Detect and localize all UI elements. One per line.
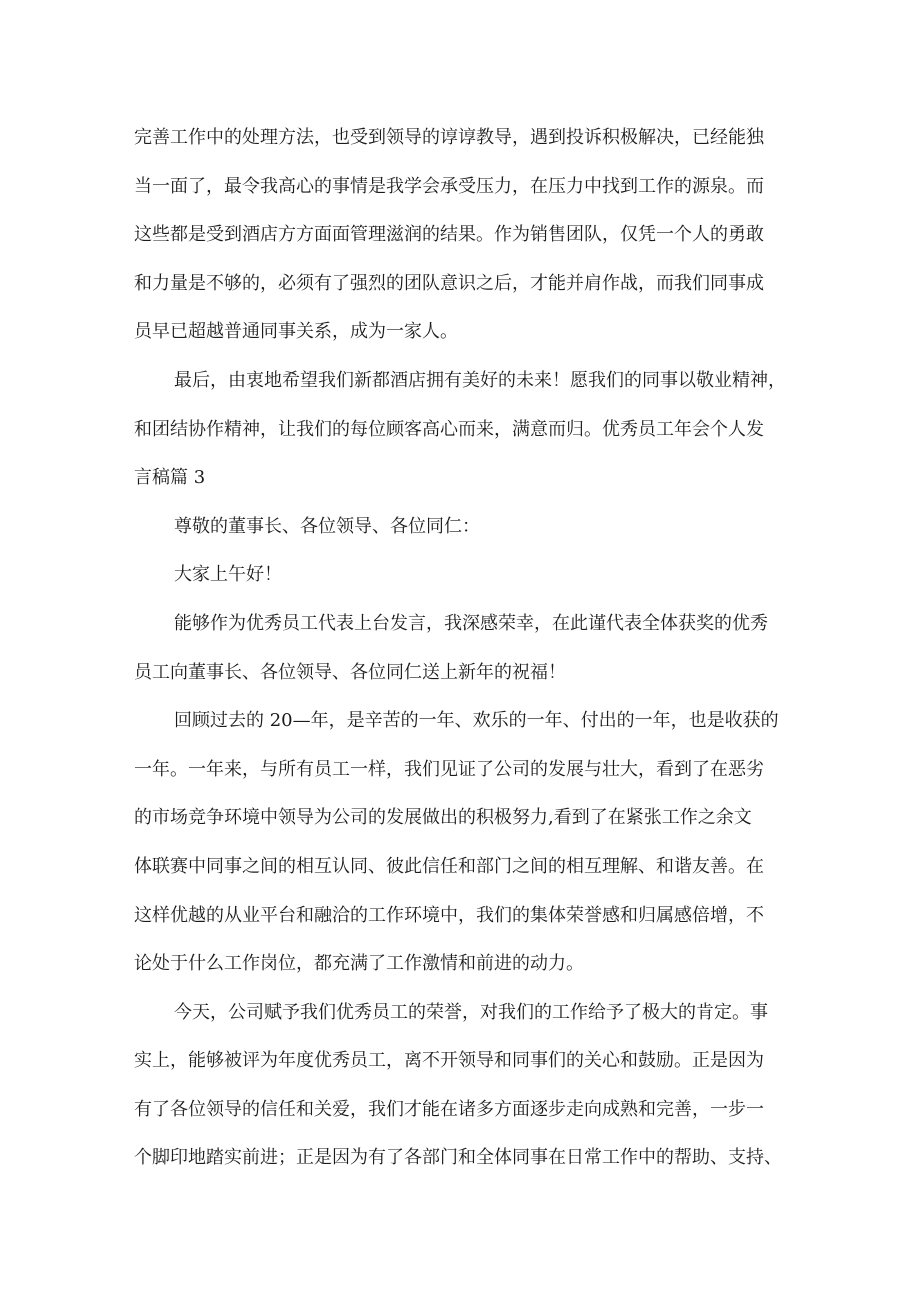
salutation-line: 尊敬的董事长、各位领导、各位同仁： [174, 515, 480, 537]
text-line: 这些都是受到酒店方方面面管理滋润的结果。作为销售团队，仅凭一个人的勇敢 [134, 224, 764, 246]
paragraph-first-line: 能够作为优秀员工代表上台发言，我深感荣幸，在此谨代表全体获奖的优秀 [174, 612, 768, 634]
document-body [134, 114, 800, 1183]
text-line: 员工向董事长、各位领导、各位同仁送上新年的祝福！ [134, 661, 566, 683]
text-line: 实上，能够被评为年度优秀员工，离不开领导和同事们的关心和鼓励。正是因为 [134, 1050, 764, 1072]
greeting-line: 大家上午好！ [174, 564, 282, 586]
text-line: 这样优越的从业平台和融洽的工作环境中，我们的集体荣誉感和归属感倍增，不 [134, 904, 764, 926]
text-line: 完善工作中的处理方法，也受到领导的谆谆教导，遇到投诉积极解决，已经能独 [134, 127, 764, 148]
text-line: 论处于什么工作岗位，都充满了工作激情和前进的动力。 [134, 953, 584, 975]
paragraph-first-line: 今天，公司赋予我们优秀员工的荣誉，对我们的工作给予了极大的肯定。事 [174, 1001, 768, 1023]
text-line: 体联赛中同事之间的相互认同、彼此信任和部门之间的相互理解、和谐友善。在 [134, 855, 764, 877]
text-line: 和力量是不够的，必须有了强烈的团队意识之后，才能并肩作战，而我们同事成 [134, 272, 764, 294]
text-line: 的市场竞争环境中领导为公司的发展做出的积极努力,看到了在紧张工作之余文 [134, 807, 752, 829]
text-line: 当一面了，最令我高心的事情是我学会承受压力，在压力中找到工作的源泉。而 [134, 175, 764, 197]
text-line: 个脚印地踏实前进；正是因为有了各部门和全体同事在日常工作中的帮助、支持、 [134, 1147, 782, 1169]
text-line: 员早已超越普通同事关系，成为一家人。 [134, 321, 458, 343]
text-line: 和团结协作精神，让我们的每位顾客高心而来，满意而归。优秀员工年会个人发 [134, 418, 764, 440]
paragraph-first-line: 回顾过去的 20—年，是辛苦的一年、欢乐的一年、付出的一年，也是收获的 [174, 710, 779, 732]
section-heading-line: 言稿篇 3 [134, 467, 206, 489]
text-line: 有了各位领导的信任和关爱，我们才能在诸多方面逐步走向成熟和完善，一步一 [134, 1098, 764, 1120]
paragraph-first-line: 最后，由衷地希望我们新都酒店拥有美好的未来！愿我们的同事以敬业精神， [174, 369, 786, 391]
text-line: 一年。一年来，与所有员工一样，我们见证了公司的发展与壮大，看到了在恶劣 [134, 758, 764, 780]
